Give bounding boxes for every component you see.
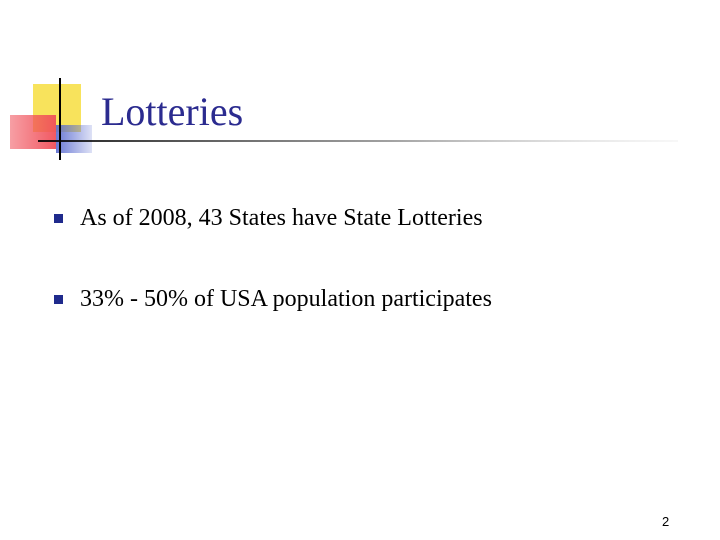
bullet-item: [54, 202, 483, 234]
bullet-text: As of 2008, 43 States have State Lotteries: [80, 204, 483, 231]
square-bullet-icon: [54, 295, 63, 304]
bullet-item: [54, 283, 492, 315]
deco-blue-block: [56, 125, 92, 153]
title-underline: [38, 140, 678, 142]
square-bullet-icon: [54, 214, 63, 223]
bullet-text: 33% - 50% of USA population participates: [80, 285, 492, 312]
slide-title: Lotteries: [101, 89, 244, 134]
deco-red-block: [10, 115, 56, 149]
deco-vertical-line: [59, 78, 61, 160]
title-decoration: [0, 0, 720, 170]
page-number: 2: [662, 514, 670, 529]
